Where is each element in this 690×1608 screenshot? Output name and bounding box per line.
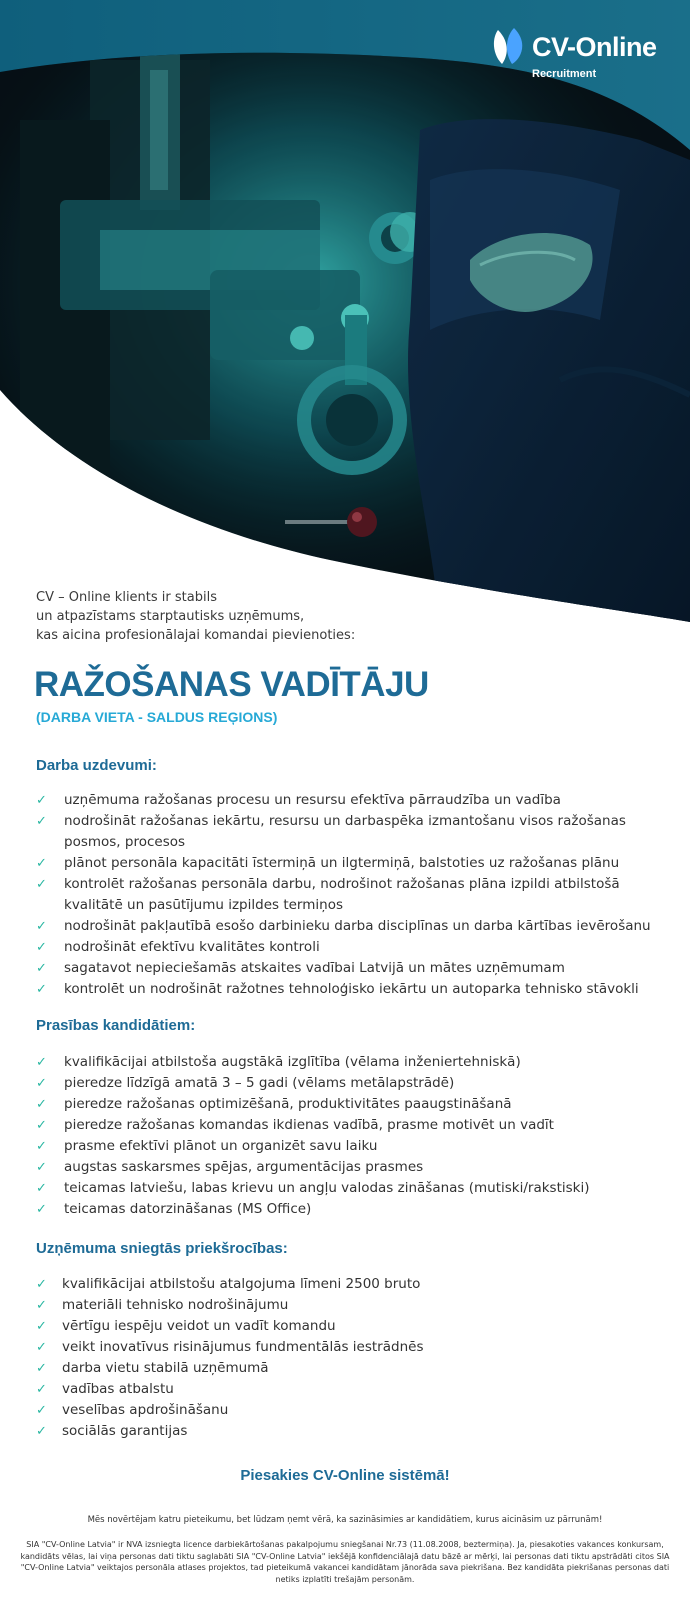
check-icon: ✓	[36, 1277, 47, 1292]
check-icon: ✓	[36, 1202, 47, 1217]
list-item: ✓ veikt inovatīvus risinājumus fundmentālās iestrādnēs	[36, 1337, 666, 1358]
list-item: ✓ pieredze ražošanas komandas ikdienas vadībā, prasme motivēt un vadīt	[36, 1115, 666, 1136]
list-item: ✓ nodrošināt pakļautībā esošo darbinieku darba disciplīnas un darba kārtības ievērošanu	[36, 916, 666, 937]
check-icon: ✓	[36, 1403, 47, 1418]
brand-name: CV-Online	[532, 32, 657, 62]
list-item: ✓ pieredze ražošanas optimizēšanā, produktivitātes paaugstināšanā	[36, 1094, 666, 1115]
check-icon: ✓	[36, 1139, 47, 1154]
check-icon: ✓	[36, 1181, 47, 1196]
list-item: ✓ prasme efektīvi plānot un organizēt savu laiku	[36, 1136, 666, 1157]
check-icon: ✓	[36, 982, 47, 997]
list-item: ✓ kontrolēt ražošanas personāla darbu, nodrošinot ražošanas plāna izpildi atbilstošā kvalitātē un pasūtījumu izpildes termiņos	[36, 876, 620, 913]
check-icon: ✓	[36, 1160, 47, 1175]
hero-banner	[0, 0, 690, 625]
check-icon: ✓	[36, 1340, 47, 1355]
job-location: (DARBA VIETA - SALDUS REĢIONS)	[36, 709, 278, 725]
brand-subtitle: Recruitment	[532, 68, 597, 80]
list-item: ✓ veselības apdrošināšanu	[36, 1400, 666, 1421]
hero-image	[0, 0, 690, 625]
duties-list	[36, 790, 666, 1000]
intro-text	[36, 588, 416, 645]
footnote-legal: SIA "CV-Online Latvia" ir NVA izsniegta licence darbiekārtošanas pakalpojumu sniegšanai Nr.73 (11.08.2008, beztermiņa). Ja, piesakoties vakances konkursam, kandidāts vēlas, lai viņa personas dati tiktu saglabāti SIA "CV-Online Latvia" iekšējā konfidenciālajā datu bāzē ar mērķi, lai personas dati tiktu apstrādāti citos SIA "CV-Online Latvia" veiktajos personāla atlases projektos, tad pieteikumā vakancei kandidātam jānorāda sava piekrišana. Bez kandidāta piekrišanas personas dati netiks izplatīti trešajām personām.	[20, 1540, 670, 1584]
check-icon: ✓	[36, 877, 47, 892]
list-item: ✓ teicamas latviešu, labas krievu un angļu valodas zināšanas (mutiski/rakstiski)	[36, 1178, 666, 1199]
check-icon: ✓	[36, 1424, 47, 1439]
list-item: ✓ sociālās garantijas	[36, 1421, 666, 1442]
intro-line: kas aicina profesionālajai komandai pievienoties:	[36, 628, 356, 643]
duties-heading: Darba uzdevumi:	[36, 757, 157, 774]
cv-online-logo-icon	[488, 26, 532, 70]
list-item: ✓ plānot personāla kapacitāti īstermiņā un ilgtermiņā, balstoties uz ražošanas plānu	[36, 853, 666, 874]
list-item: ✓ pieredze līdzīgā amatā 3 – 5 gadi (vēlams metālapstrādē)	[36, 1073, 666, 1094]
list-item: ✓ teicamas datorzināšanas (MS Office)	[36, 1199, 666, 1220]
list-item: ✓ vērtīgu iespēju veidot un vadīt komandu	[36, 1316, 666, 1337]
list-item: ✓ nodrošināt efektīvu kvalitātes kontroli	[36, 937, 666, 958]
check-icon: ✓	[36, 1055, 47, 1070]
list-item: ✓ nodrošināt ražošanas iekārtu, resursu un darbaspēka izmantošanu visos ražošanas posmos, procesos	[36, 813, 626, 850]
check-icon: ✓	[36, 940, 47, 955]
check-icon: ✓	[36, 1298, 47, 1313]
check-icon: ✓	[36, 1097, 47, 1112]
check-icon: ✓	[36, 1118, 47, 1133]
requirements-list	[36, 1052, 666, 1220]
check-icon: ✓	[36, 814, 47, 829]
footnote-notice: Mēs novērtējam katru pieteikumu, bet lūdzam ņemt vērā, ka sazināsimies ar kandidātiem, kurus aicināsim uz pārrunām!	[87, 1515, 603, 1525]
check-icon: ✓	[36, 919, 47, 934]
check-icon: ✓	[36, 793, 47, 808]
list-item: ✓ augstas saskarsmes spējas, argumentācijas prasmes	[36, 1157, 666, 1178]
check-icon: ✓	[36, 1319, 47, 1334]
list-item: ✓ materiāli tehnisko nodrošinājumu	[36, 1295, 666, 1316]
list-item: ✓ darba vietu stabilā uzņēmumā	[36, 1358, 666, 1379]
intro-line: CV – Online klients ir stabils	[36, 590, 217, 605]
check-icon: ✓	[36, 961, 47, 976]
check-icon: ✓	[36, 1076, 47, 1091]
list-item: ✓ sagatavot nepieciešamās atskaites vadībai Latvijā un mātes uzņēmumam	[36, 958, 666, 979]
benefits-heading: Uzņēmuma sniegtās priekšrocības:	[36, 1240, 288, 1257]
job-title: RAŽOŠANAS VADĪTĀJU	[34, 665, 429, 704]
check-icon: ✓	[36, 1382, 47, 1397]
benefits-list	[36, 1274, 666, 1442]
list-item: ✓ kontrolēt un nodrošināt ražotnes tehnoloģisko iekārtu un autoparka tehnisko stāvokli	[36, 979, 666, 1000]
list-item: ✓ vadības atbalstu	[36, 1379, 666, 1400]
list-item: ✓ kvalifikācijai atbilstošu atalgojuma līmeni 2500 bruto	[36, 1274, 666, 1295]
list-item: ✓ kvalifikācijai atbilstoša augstākā izglītība (vēlama inženiertehniskā)	[36, 1052, 666, 1073]
apply-link[interactable]: Piesakies CV-Online sistēmā!	[240, 1467, 450, 1484]
requirements-heading: Prasības kandidātiem:	[36, 1017, 196, 1034]
intro-line: un atpazīstams starptautisks uzņēmums,	[36, 609, 305, 624]
check-icon: ✓	[36, 856, 47, 871]
list-item: ✓ uzņēmuma ražošanas procesu un resursu efektīva pārraudzība un vadība	[36, 790, 666, 811]
cv-online-logo[interactable]	[488, 26, 668, 86]
check-icon: ✓	[36, 1361, 47, 1376]
